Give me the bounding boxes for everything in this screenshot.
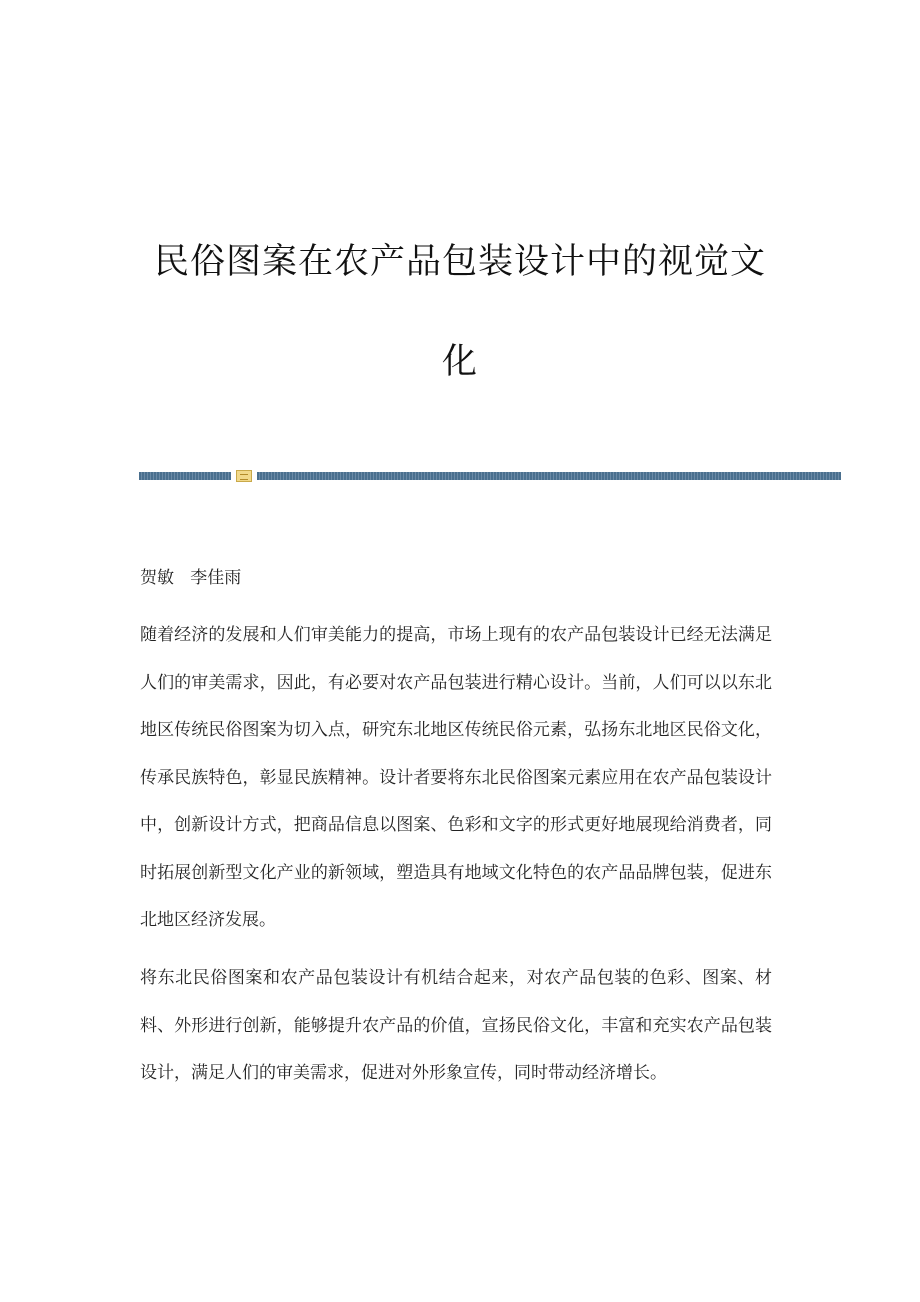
title-divider	[139, 470, 841, 482]
title-line-1: 民俗图案在农产品包装设计中的视觉文	[153, 242, 766, 282]
body-paragraph-2: 将东北民俗图案和农产品包装设计有机结合起来，对农产品包装的色彩、图案、材料、外形进行创新，能够提升农产品的价值，宣扬民俗文化，丰富和充实农产品包装设计，满足人们的审美需求，促进对外形象宣传，同时带动经济增长。	[140, 968, 772, 1083]
divider-bar-right	[257, 472, 841, 480]
author-line: 贺敏 李佳雨	[140, 568, 242, 588]
divider-bar-left	[139, 472, 231, 480]
document-title	[140, 212, 780, 412]
title-line-2: 化	[441, 342, 478, 382]
body-paragraph-1: 随着经济的发展和人们审美能力的提高，市场上现有的农产品包装设计已经无法满足人们的审美需求，因此，有必要对农产品包装进行精心设计。当前，人们可以以东北地区传统民俗图案为切入点，研究东北地区传统民俗元素，弘扬东北地区民俗文化，传承民族特色，彰显民族精神。设计者要将东北民俗图案元素应用在农产品包装设计中，创新设计方式，把商品信息以图案、色彩和文字的形式更好地展现给消费者，同时拓展创新型文化产业的新领域，塑造具有地域文化特色的农产品品牌包装，促进东北地区经济发展。	[140, 625, 772, 930]
divider-ornament-icon	[236, 470, 252, 482]
